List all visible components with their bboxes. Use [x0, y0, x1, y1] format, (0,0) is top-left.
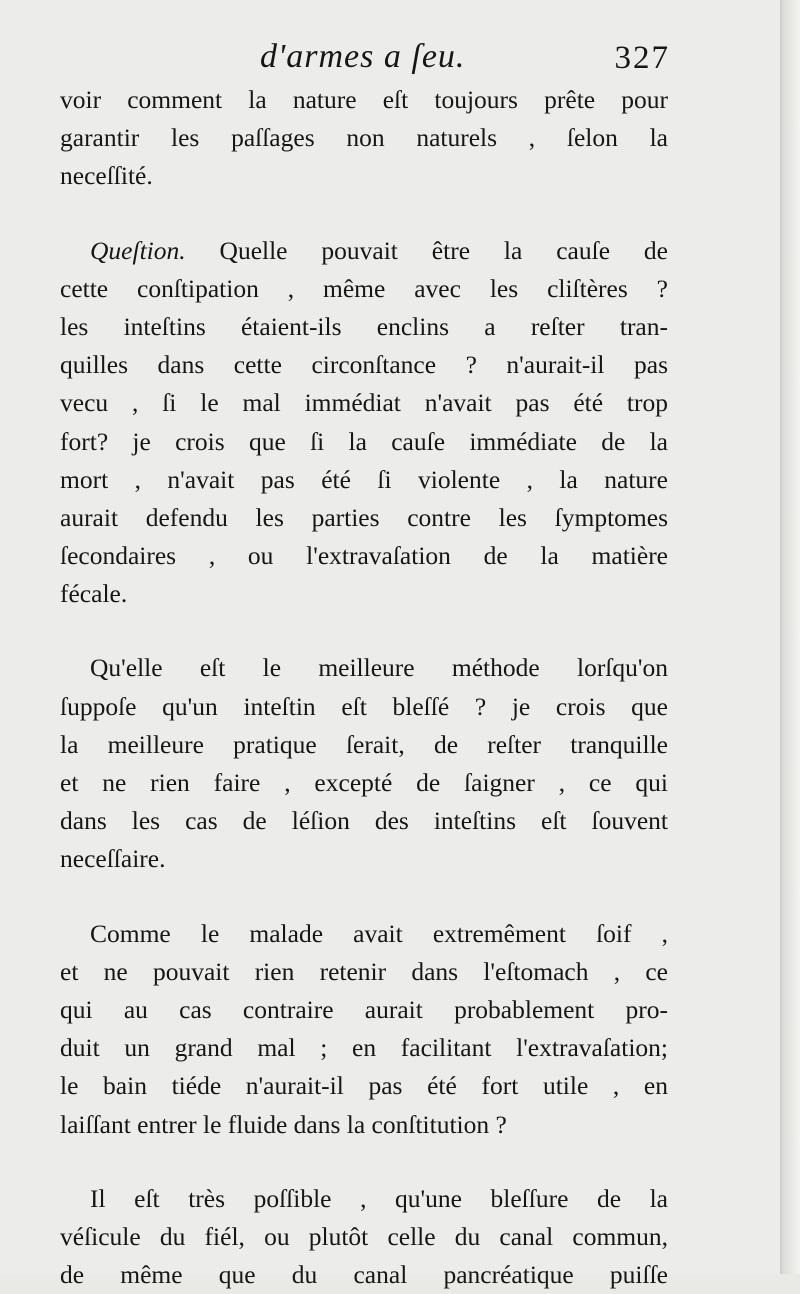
text-line: la meilleure pratique ſerait, de reſter tranquille [60, 729, 668, 759]
text-line: ſecondaires , ou l'extravaſation de la matière [60, 541, 668, 571]
text-line: vecu , ſi le mal immédiat n'avait pas été trop [60, 388, 668, 418]
paragraph-3 [60, 649, 668, 878]
text-line: le bain tiéde n'aurait-il pas été fort utile , en [60, 1071, 668, 1101]
paragraph-4 [60, 915, 668, 1144]
text-line: dans les cas de léſion des inteſtins eſt ſouvent [60, 806, 668, 836]
text-line: fort? je crois que ſi la cauſe immédiate de la [60, 426, 668, 456]
text-line: ſuppoſe qu'un inteſtin eſt bleſſé ? je crois que [60, 691, 668, 721]
page-header [60, 32, 670, 82]
text-line-rest: Quelle pouvait être la cauſe de [185, 235, 668, 265]
text-line: quilles dans cette circonſtance ? n'aurait-il pas [60, 350, 668, 380]
text-line: voir comment la nature eſt toujours prête pour [60, 85, 668, 114]
text-line [60, 232, 668, 270]
text-line: fécale. [60, 579, 128, 609]
paragraph-1 [60, 81, 668, 196]
text-line: véſicule du fiél, ou plutôt celle du canal commun, [60, 1221, 668, 1251]
text-line: et ne pouvait rien retenir dans l'eſtomach , ce [60, 956, 668, 986]
text-line: laiſſant entrer le fluide dans la conſtitution ? [60, 1109, 507, 1139]
text-line: de même que du canal pancréatique puiſſe [60, 1260, 668, 1290]
text-line: garantir les paſſages non naturels , ſelon la [60, 123, 668, 153]
text-line: aurait defendu les parties contre les ſymptomes [60, 502, 668, 532]
page-number: 327 [614, 40, 670, 76]
text-line: cette conſtipation , même avec les cliſtères ? [60, 273, 668, 303]
text-line: les inteſtins étaient-ils enclins a reſter tran- [60, 311, 668, 341]
paragraph-5 [60, 1180, 668, 1294]
text-line: qui au cas contraire aurait probablement pro- [60, 994, 668, 1024]
text-line: mort , n'avait pas été ſi violente , la nature [60, 464, 668, 494]
body-text [60, 81, 668, 1294]
text-line: Qu'elle eſt le meilleure méthode lorſqu'on [90, 653, 668, 683]
text-line: et ne rien faire , excepté de ſaigner , ce qui [60, 768, 668, 797]
paragraph-2 [60, 232, 668, 614]
text-line: neceſſité. [60, 161, 153, 191]
question-lead: Queſtion. [90, 235, 186, 265]
text-line: duit un grand mal ; en facilitant l'extravaſation; [60, 1033, 668, 1063]
text-line: Comme le malade avait extremêment ſoif , [90, 918, 668, 948]
text-line: neceſſaire. [60, 844, 166, 874]
running-head: d'armes a ſeu. [260, 38, 466, 75]
text-line: Il eſt très poſſible , qu'une bleſſure de la [90, 1183, 668, 1213]
page-edge [782, 0, 800, 1274]
